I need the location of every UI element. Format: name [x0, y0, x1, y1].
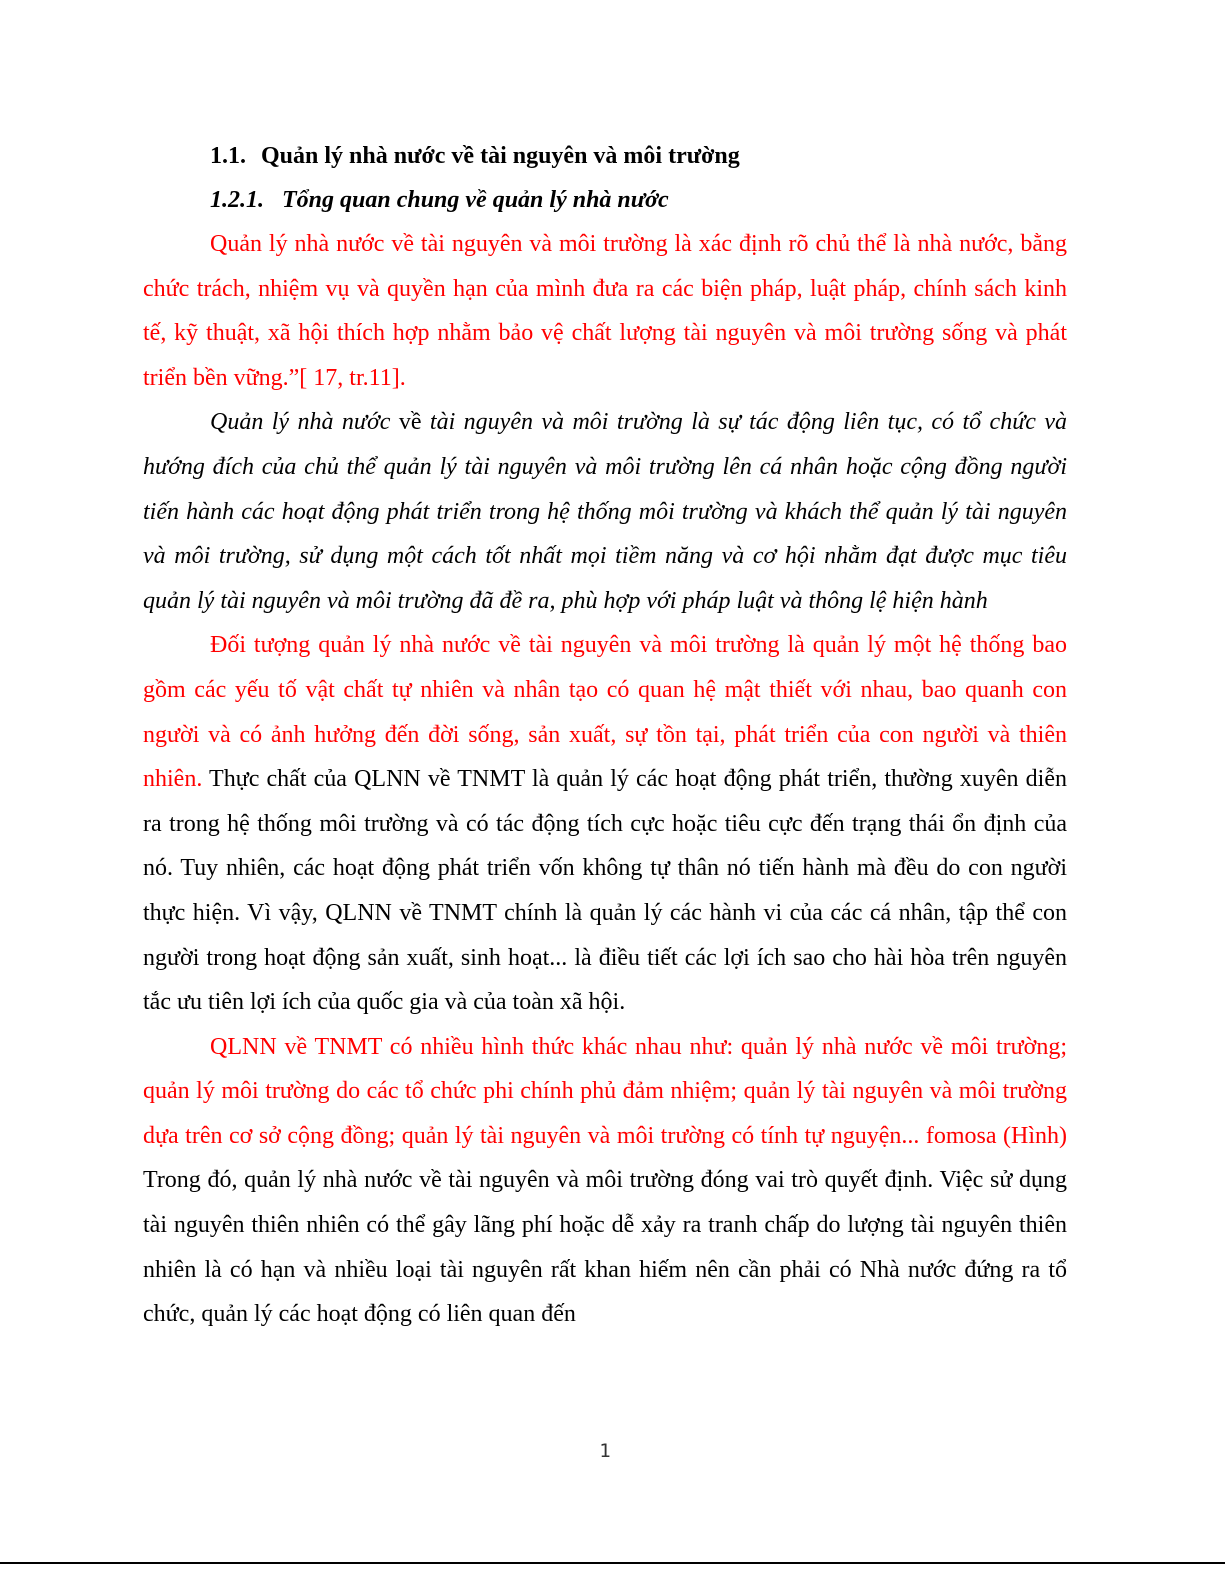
paragraph-object-highlight: Đối tượng quản lý nhà nước về tài nguyên và môi trường là quản lý một hệ thống bao gồm các yếu tố vật chất tự nhiên và nhân tạo có quan hệ mật thiết với nhau, bao quanh con người và có ảnh hưởng đến đời sống, sản xuất, sự tồn tại, phát triển của con người và thiên nhiên.: [143, 632, 1067, 793]
paragraph-forms-highlight: QLNN về TNMT có nhiều hình thức khác nhau như: quản lý nhà nước về môi trường; quản lý môi trường do các tổ chức phi chính phủ đảm nhiệm; quản lý tài nguyên và môi trường dựa trên cơ sở cộng đồng; quản lý tài nguyên và môi trường có tính tự nguyện... fomosa (Hình): [143, 1033, 1067, 1149]
page-content: [143, 134, 1079, 1337]
paragraph-italic-start: Quản lý nhà nước: [210, 409, 399, 436]
subsection-title: Tổng quan chung về quản lý nhà nước: [282, 187, 669, 213]
paragraph-italic-rest: tài nguyên và môi trường là sự tác động liên tục, có tổ chức và hướng đích của chủ thể quản lý tài nguyên và môi trường lên cá nhân hoặc cộng đồng người tiến hành các hoạt động phát triển trong hệ thống môi trường và khách thể quản lý tài nguyên và môi trường, sử dụng một cách tốt nhất mọi tiềm năng và cơ hội nhằm đạt được mục tiêu quản lý tài nguyên và môi trường đã đề ra, phù hợp với pháp luật và thông lệ hiện hành: [143, 409, 1068, 614]
paragraph-object: [143, 623, 1067, 1024]
paragraph-object-body: Thực chất của QLNN về TNMT là quản lý các hoạt động phát triển, thường xuyên diễn ra trong hệ thống môi trường và có tác động tích cực hoặc tiêu cực đến trạng thái ổn định của nó. Tuy nhiên, các hoạt động phát triển vốn không tự thân nó tiến hành mà đều do con người thực hiện. Vì vậy, QLNN về TNMT chính là quản lý các hành vi của các cá nhân, tập thể con người trong hoạt động sản xuất, sinh hoạt... là điều tiết các lợi ích sao cho hài hòa trên nguyên tắc ưu tiên lợi ích của quốc gia và của toàn xã hội.: [143, 766, 1067, 1016]
section-heading: [143, 134, 1067, 178]
section-title: Quản lý nhà nước về tài nguyên và môi trường: [261, 143, 740, 169]
paragraph-definition: Quản lý nhà nước về tài nguyên và môi trường là xác định rõ chủ thể là nhà nước, bằng chức trách, nhiệm vụ và quyền hạn của mình đưa ra các biện pháp, luật pháp, chính sách kinh tế, kỹ thuật, xã hội thích hợp nhằm bảo vệ chất lượng tài nguyên và môi trường sống và phát triển bền vững.”[ 17, tr.11].: [143, 231, 1067, 391]
subsection-heading: [143, 178, 1067, 222]
page-number: 1: [599, 1440, 611, 1462]
paragraph-italic-definition: [143, 400, 1067, 623]
paragraph-forms: [143, 1025, 1079, 1337]
subsection-number: 1.2.1.: [210, 187, 264, 213]
paragraph-forms-body: Trong đó, quản lý nhà nước về tài nguyên và môi trường đóng vai trò quyết định. Việc sử dụng tài nguyên thiên nhiên có thể gây lãng phí hoặc dễ xảy ra tranh chấp do lượng tài nguyên thiên nhiên là có hạn và nhiều loại tài nguyên rất khan hiếm nên cần phải có Nhà nước đứng ra tổ chức, quản lý các hoạt động có liên quan đến: [143, 1122, 1079, 1328]
page-bottom-rule: [0, 1562, 1225, 1564]
section-number: 1.1.: [210, 143, 246, 169]
paragraph-upright-word: về: [398, 409, 422, 436]
